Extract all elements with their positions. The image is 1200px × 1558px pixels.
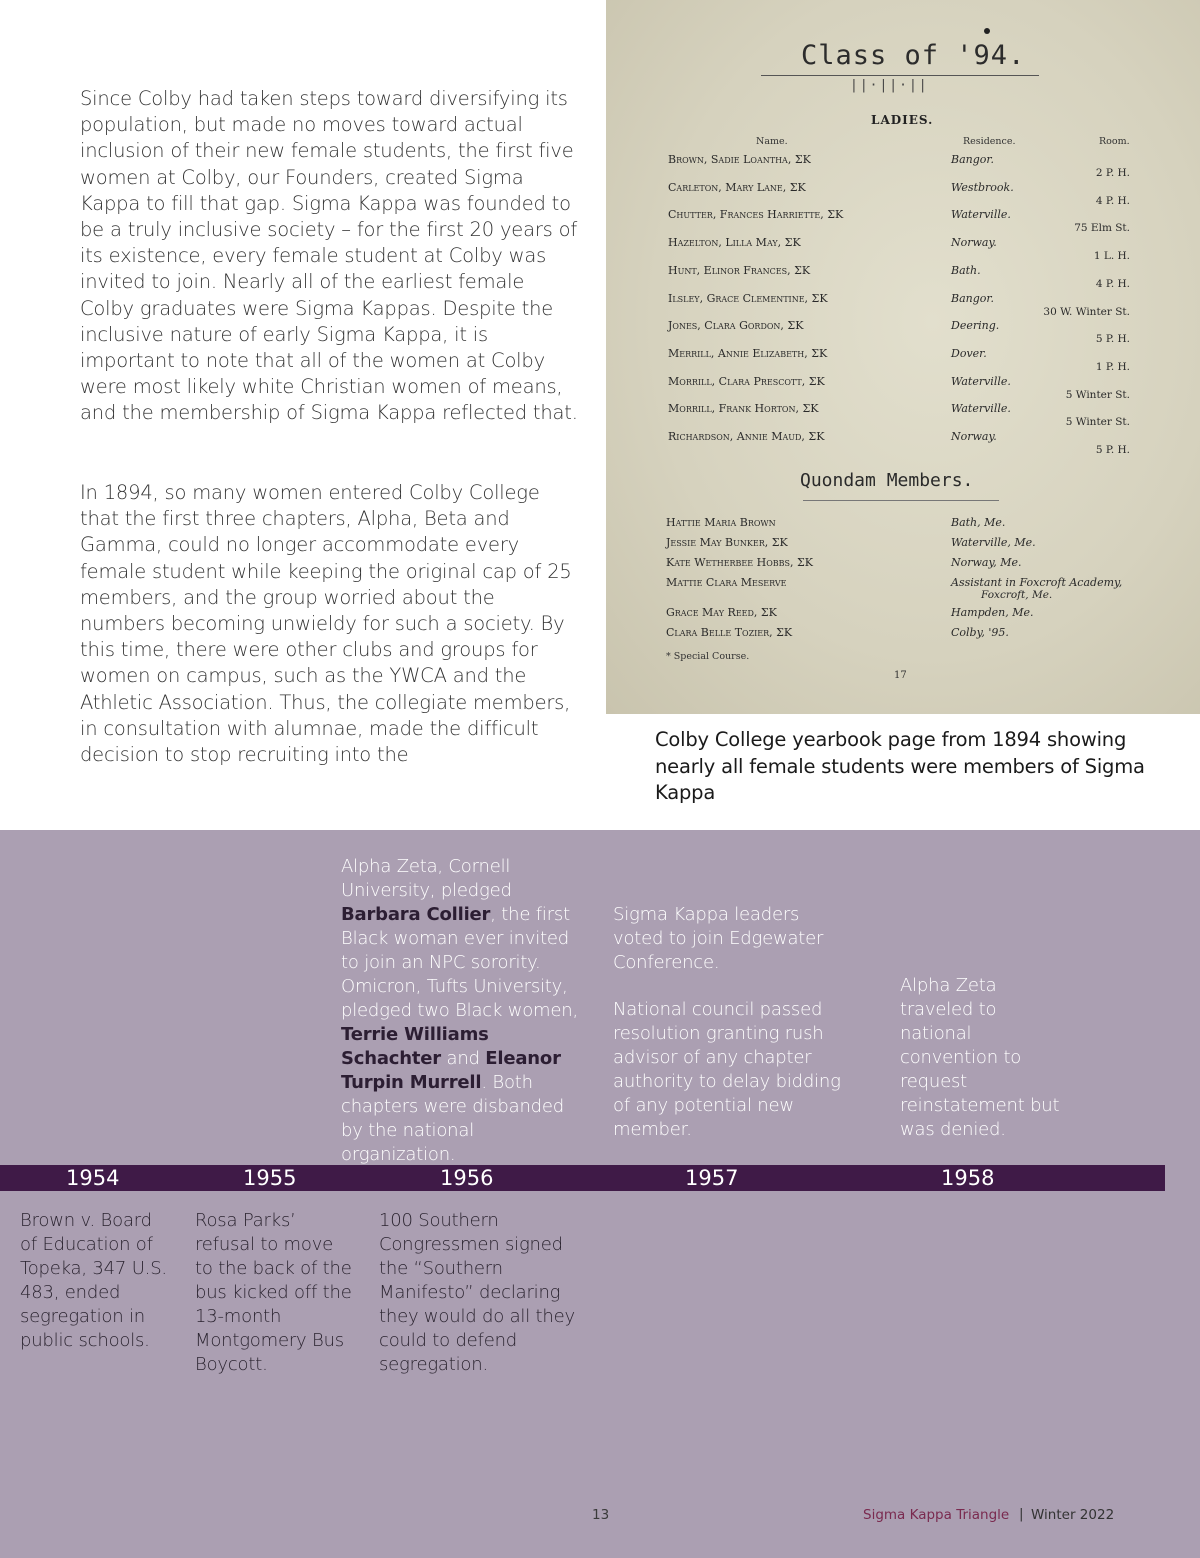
- lady-name: Hunt, Elinor Frances, ΣK: [668, 263, 811, 277]
- lady-residence: Bangor.: [951, 153, 994, 166]
- ladies-heading: LADIES.: [871, 113, 934, 127]
- room-column-header: Room.: [1099, 136, 1130, 147]
- lady-name: Jones, Clara Gordon, ΣK: [668, 319, 804, 333]
- timeline-1956-event: Alpha Zeta, Cornell University, pledged Barbara Collier, the first Black woman ever invited to join an NPC sorority. Omicron, Tufts University, pledged two Black women, Terrie Williams Schachter and Eleanor Turpin Murrell. Both chapters were disbanded by the national organization.: [341, 856, 578, 1165]
- lady-name: Merrill, Annie Elizabeth, ΣK: [668, 346, 828, 360]
- ink-dot: [984, 28, 990, 34]
- quondam-residence: Hampden, Me.: [951, 606, 1034, 619]
- lady-name: Brown, Sadie Loantha, ΣK: [668, 153, 811, 166]
- quondam-rule: [803, 500, 999, 501]
- quondam-name: Clara Belle Tozier, ΣK: [666, 626, 793, 639]
- lady-residence: Waterville.: [951, 208, 1011, 222]
- timeline-1957-event-b: National council passed resolution granting rush advisor of any chapter authority to delay bidding of any potential new member.: [613, 999, 841, 1140]
- lady-name: Ilsley, Grace Clementine, ΣK: [668, 291, 828, 305]
- quondam-name: Jessie May Bunker, ΣK: [666, 536, 788, 549]
- year-1958: 1958: [941, 1166, 995, 1190]
- quondam-extra-line: Foxcroft, Me.: [981, 589, 1053, 601]
- page-number: 13: [592, 1507, 610, 1523]
- lady-name: Hazelton, Lilla May, ΣK: [668, 236, 801, 250]
- magazine-title: Sigma Kappa Triangle: [863, 1507, 1010, 1523]
- article-paragraph-1: Since Colby had taken steps toward diversifying its population, but made no moves toward actual inclusion of their new female students, the first five women at Colby, our Founders, created Sigma Kappa to fill that gap. Sigma Kappa was founded to be a truly inclusive society – for the first 20 years of its existence, every female student at Colby was invited to join. Nearly all of the earliest female Colby graduates were Sigma Kappas. Despite the inclusive nature of early Sigma Kappa, it is important to note that all of the women at Colby were most likely white Christian women of means, and the membership of Sigma Kappa reflected that.: [80, 87, 578, 425]
- issue-label: Winter 2022: [1031, 1507, 1115, 1523]
- name-eleanor-turpin-murrell: Eleanor Turpin Murrell: [341, 1048, 561, 1093]
- name-terrie-williams-schachter: Terrie Williams Schachter: [341, 1024, 489, 1069]
- lady-room: 1 P. H.: [1095, 360, 1130, 373]
- year-1954: 1954: [66, 1166, 120, 1190]
- lady-name: Richardson, Annie Maud, ΣK: [668, 430, 825, 443]
- lady-residence: Waterville.: [951, 402, 1011, 416]
- lady-room: 4 P. H.: [1095, 277, 1130, 290]
- article-paragraph-2: In 1894, so many women entered Colby College that the first three chapters, Alpha, Beta and Gamma, could no longer accommodate every female student while keeping the original cap of 25 members, and the group worried about the numbers becoming unwieldy for such a society. By this time, there were other clubs and groups for women on campus, such as the YWCA and the Athletic Association. Thus, the collegiate members, in consultation with alumnae, made the difficult decision to stop recruiting into the: [80, 481, 572, 767]
- quondam-heading: Quondam Members.: [800, 470, 974, 491]
- lady-residence: Westbrook.: [951, 180, 1014, 194]
- lady-name: Carleton, Mary Lane, ΣK: [668, 180, 806, 194]
- photo-caption: Colby College yearbook page from 1894 showing nearly all female students were members of Sigma Kappa: [655, 728, 1145, 804]
- title-rule: [761, 75, 1039, 76]
- timeline-1958-event: Alpha Zeta traveled to national convention to request reinstatement but was denied.: [900, 975, 1060, 1140]
- lady-residence: Norway.: [951, 236, 997, 250]
- lady-room: 4 P. H.: [1095, 194, 1130, 207]
- lady-residence: Norway.: [951, 430, 997, 443]
- lady-name: Morrill, Frank Horton, ΣK: [668, 402, 819, 416]
- lady-room: 1 L. H.: [1093, 250, 1130, 263]
- quondam-name: Hattie Maria Brown: [666, 516, 776, 529]
- yearbook-footnote: * Special Course.: [666, 651, 750, 662]
- quondam-residence: Assistant in Foxcroft Academy,: [951, 576, 1123, 589]
- footer-separator: |: [1019, 1506, 1024, 1522]
- lady-residence: Bath.: [951, 263, 981, 277]
- name-column-header: Name.: [756, 136, 788, 147]
- timeline-1955-context: Rosa Parks’ refusal to move to the back of the bus kicked off the 13-month Montgomery Bus Boycott.: [195, 1210, 352, 1375]
- quondam-residence: Bath, Me.: [951, 516, 1006, 529]
- lady-residence: Waterville.: [951, 374, 1011, 388]
- quondam-name: Grace May Reed, ΣK: [666, 606, 777, 619]
- lady-name: Chutter, Frances Harriette, ΣK: [668, 208, 844, 222]
- timeline-1957-event-a: Sigma Kappa leaders voted to join Edgewater Conference.: [613, 904, 824, 973]
- lady-residence: Dover.: [951, 346, 987, 360]
- timeline-1956-context: 100 Southern Congressmen signed the “Southern Manifesto” declaring they would do all they could to defend segregation.: [379, 1210, 575, 1375]
- lady-residence: Deering.: [951, 319, 1000, 333]
- year-1957: 1957: [685, 1166, 739, 1190]
- lady-room: 5 P. H.: [1095, 444, 1130, 456]
- lady-name: Morrill, Clara Prescott, ΣK: [668, 374, 825, 388]
- quondam-residence: Colby, '95.: [951, 626, 1009, 639]
- lady-room: 2 P. H.: [1095, 167, 1130, 179]
- quondam-residence: Waterville, Me.: [951, 536, 1036, 549]
- year-1956: 1956: [440, 1166, 494, 1190]
- quondam-residence: Norway, Me.: [951, 556, 1022, 569]
- name-barbara-collier: Barbara Collier: [341, 904, 491, 925]
- timeline-1954-context: Brown v. Board of Education of Topeka, 347 U.S. 483, ended segregation in public schools.: [20, 1210, 167, 1351]
- lady-room: 5 Winter St.: [1065, 416, 1130, 429]
- quondam-name: Mattie Clara Meserve: [666, 576, 787, 589]
- lady-room: 30 W. Winter St.: [1043, 305, 1130, 318]
- yearbook-photo: [606, 0, 1200, 714]
- yearbook-title: Class of '94.: [801, 40, 1026, 71]
- quondam-name: Kate Wetherbee Hobbs, ΣK: [666, 556, 813, 569]
- lady-residence: Bangor.: [951, 291, 994, 305]
- lady-room: 5 Winter St.: [1065, 388, 1130, 401]
- lady-room: 5 P. H.: [1095, 333, 1130, 346]
- yearbook-page-number: 17: [894, 670, 907, 681]
- lady-room: 75 Elm St.: [1074, 222, 1130, 235]
- year-1955: 1955: [243, 1166, 297, 1190]
- residence-column-header: Residence.: [963, 136, 1016, 147]
- title-ornament: ||·||·||: [850, 78, 929, 93]
- timeline-band: [0, 830, 1200, 1558]
